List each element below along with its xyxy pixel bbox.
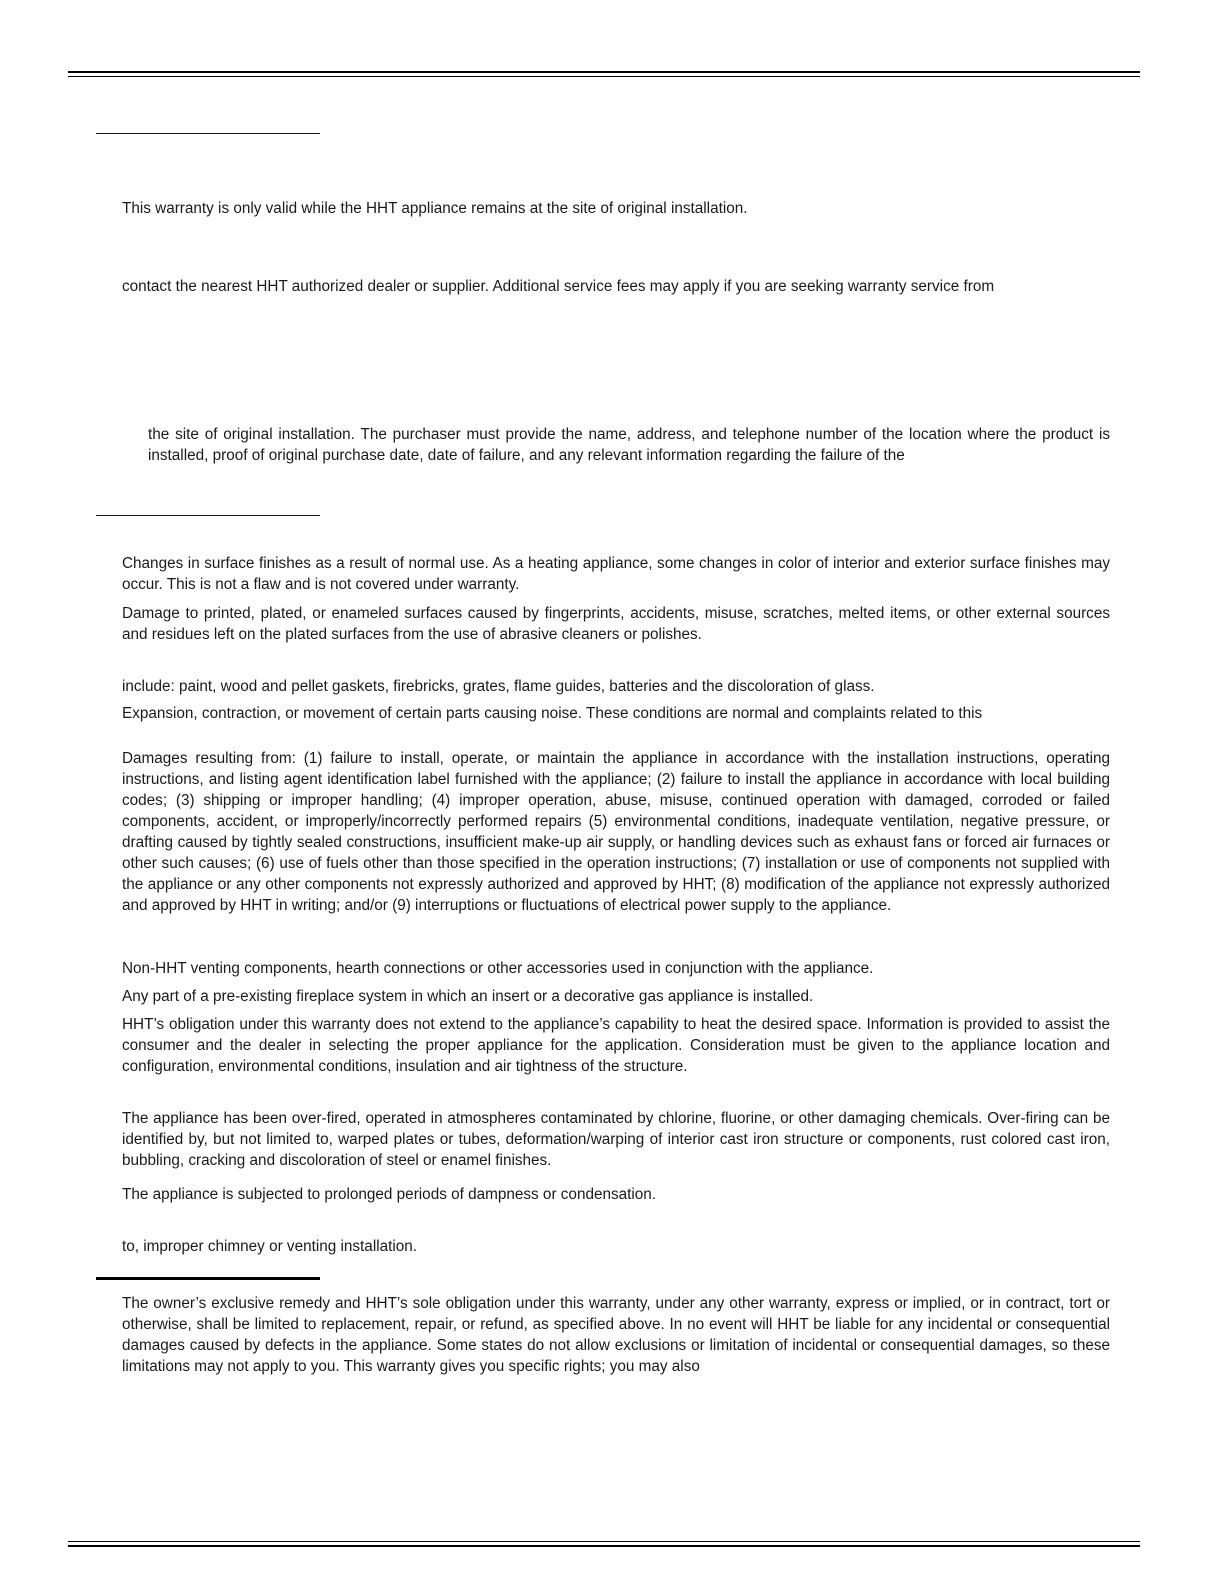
paragraph-preexisting-fireplace: Any part of a pre-existing fireplace system in which an insert or a decorative gas appliance is installed.	[122, 988, 814, 1005]
paragraph-damage-printed-plated: Damage to printed, plated, or enameled surfaces caused by fingerprints, accidents, misuse, scratches, melted items, or other external sources and residues left on the plated surfaces from the use of abrasive cleaners or polishes.	[122, 605, 1110, 643]
section-heading-underline-2	[96, 515, 320, 516]
top-double-rule	[68, 71, 1140, 77]
paragraph-surface-finishes: Changes in surface finishes as a result of normal use. As a heating appliance, some changes in color of interior and exterior surface finishes may occur. This is not a flaw and is not covered under warranty.	[122, 555, 1110, 593]
paragraph-overfired: The appliance has been over-fired, operated in atmospheres contaminated by chlorine, fluorine, or other damaging chemicals. Over-firing can be identified by, but not limited to, warped plates or tubes, deformation/warping of interior cast iron structure or components, rust colored cast iron, bubbling, cracking and discoloration of steel or enamel finishes.	[122, 1110, 1110, 1169]
paragraph-site-validity: This warranty is only valid while the HHT appliance remains at the site of original installation.	[122, 200, 748, 217]
paragraph-non-hht-venting: Non-HHT venting components, hearth connections or other accessories used in conjunction with the appliance.	[122, 960, 874, 977]
paragraph-damages-numbered-list: Damages resulting from: (1) failure to install, operate, or maintain the appliance in accordance with the installation instructions, operating instructions, and listing agent identification label furnished with the appliance; (2) failure to install the appliance in accordance with local building codes; (3) shipping or improper handling; (4) improper operation, abuse, misuse, continued operation with damaged, corroded or failed components, accident, or improperly/incorrectly performed repairs (5) environmental conditions, inadequate ventilation, negative pressure, or drafting caused by tightly sealed constructions, insufficient make-up air supply, or handling devices such as exhaust fans or forced air furnaces or other such causes; (6) use of fuels other than those specified in the operation instructions; (7) installation or use of components not supplied with the appliance or any other components not expressly authorized and approved by HHT; (8) modification of the appliance not expressly authorized and approved by HHT in writing; and/or (9) interruptions or fluctuations of electrical power supply to the appliance.	[122, 750, 1110, 914]
section-heading-underline-3	[96, 1277, 320, 1280]
paragraph-heating-capability: HHT’s obligation under this warranty does not extend to the appliance’s capability to heat the desired space. Information is provided to assist the consumer and the dealer in selecting the proper appliance for the application. Consideration must be given to the appliance location and configuration, environmental conditions, insulation and air tightness of the structure.	[122, 1016, 1110, 1075]
paragraph-purchaser-info: the site of original installation. The purchaser must provide the name, address, and telephone number of the location where the product is installed, proof of original purchase date, date of failure, and any relevant information regarding the failure of the	[148, 426, 1110, 464]
paragraph-wear-items: include: paint, wood and pellet gaskets, firebricks, grates, flame guides, batteries and the discoloration of glass.	[122, 678, 875, 695]
section-heading-underline-1	[96, 133, 320, 134]
paragraph-dampness: The appliance is subjected to prolonged periods of dampness or condensation.	[122, 1186, 657, 1203]
paragraph-contact-dealer: contact the nearest HHT authorized dealer or supplier. Additional service fees may apply if you are seeking warranty service from	[122, 278, 995, 295]
paragraph-exclusive-remedy: The owner’s exclusive remedy and HHT’s sole obligation under this warranty, under any other warranty, express or implied, or in contract, tort or otherwise, shall be limited to replacement, repair, or refund, as specified above. In no event will HHT be liable for any incidental or consequential damages caused by defects in the appliance. Some states do not allow exclusions or limitation of incidental or consequential damages, so these limitations may not apply to you. This warranty gives you specific rights; you may also	[122, 1295, 1110, 1375]
paragraph-expansion-noise: Expansion, contraction, or movement of certain parts causing noise. These conditions are normal and complaints related to this	[122, 705, 983, 722]
bottom-double-rule	[68, 1541, 1140, 1547]
paragraph-improper-venting: to, improper chimney or venting installation.	[122, 1238, 418, 1255]
